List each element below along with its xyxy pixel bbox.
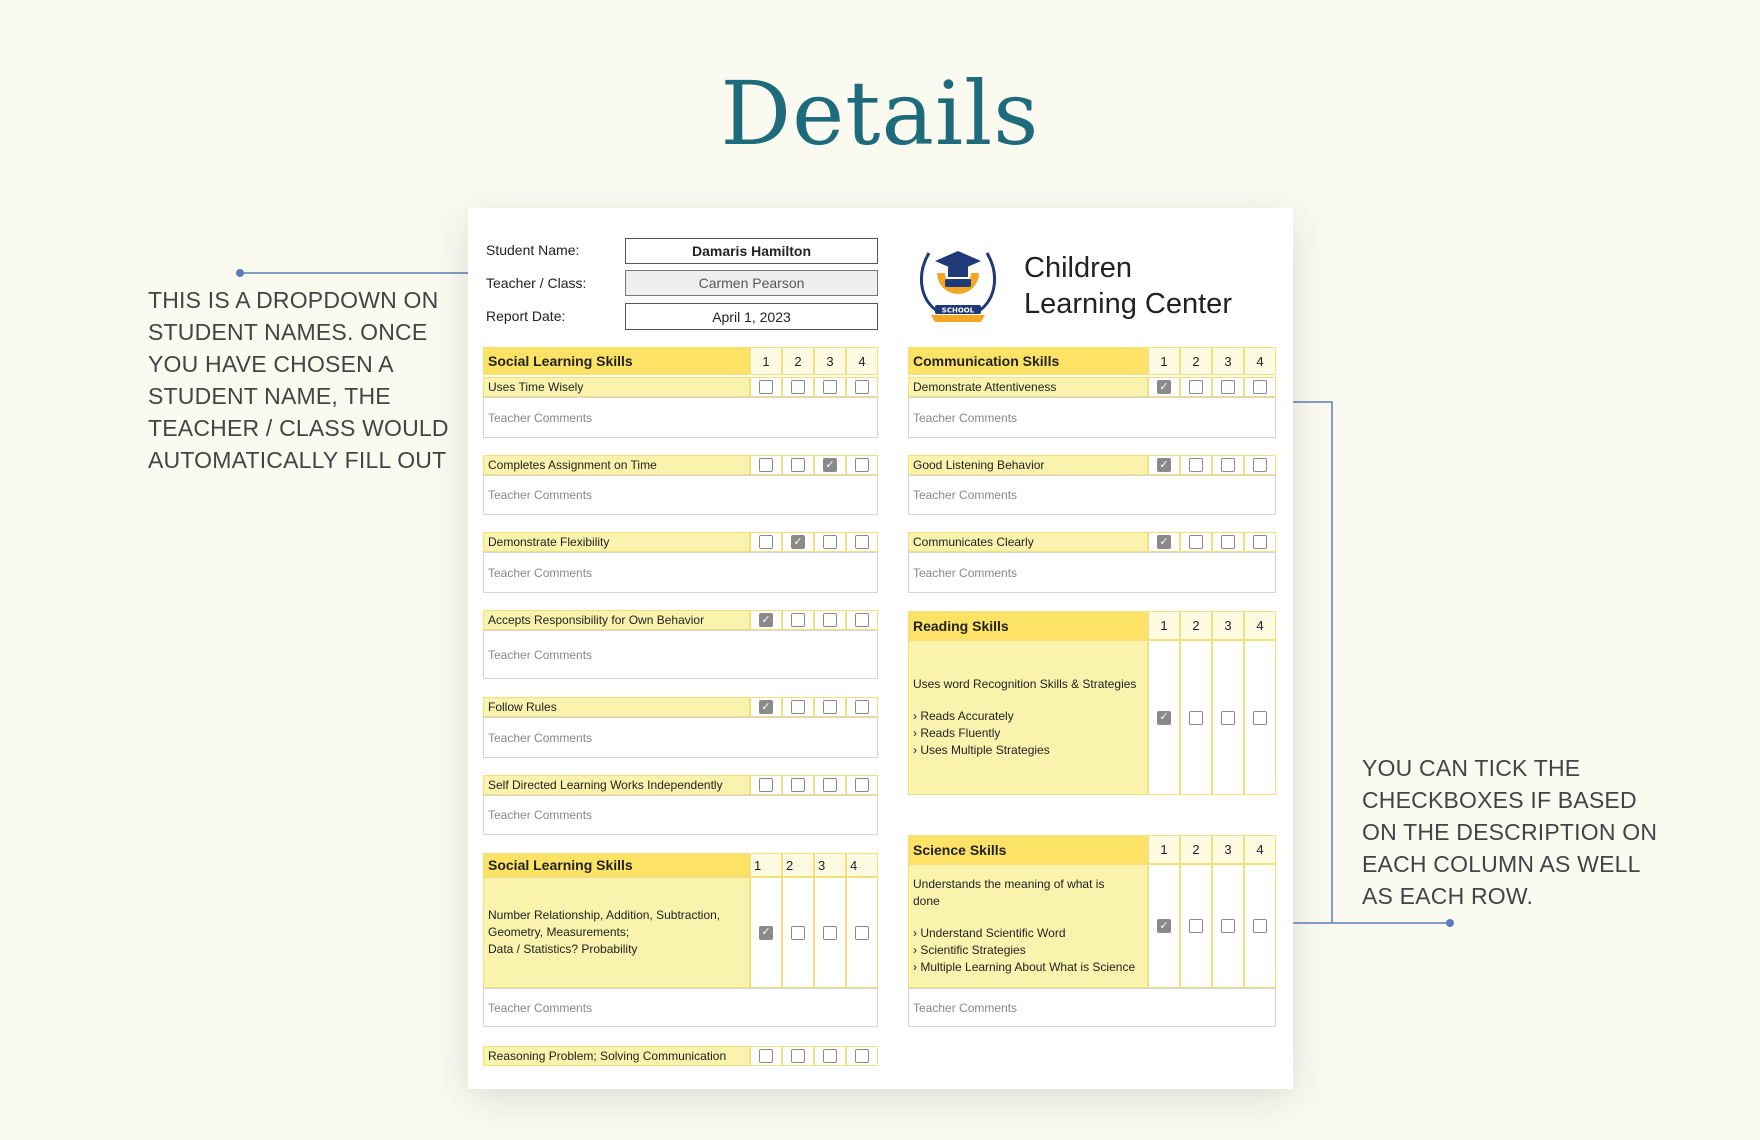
skill-label-line: Number Relationship, Addition, Subtraction,: [488, 908, 721, 922]
checkbox-rating-2[interactable]: [1189, 919, 1203, 933]
checkbox-rating-3[interactable]: [823, 380, 837, 394]
skill-label: Good Listening Behavior: [908, 455, 1148, 475]
teacher-comments-input[interactable]: Teacher Comments: [483, 397, 878, 438]
skill-label: Follow Rules: [483, 697, 750, 717]
checkbox-rating-2[interactable]: [791, 380, 805, 394]
checkbox-rating-2[interactable]: [1189, 711, 1203, 725]
rating-cell: [814, 532, 846, 552]
skill-label: Demonstrate Attentiveness: [908, 377, 1148, 397]
scale-header-3: 3: [1212, 835, 1244, 864]
checkbox-rating-2[interactable]: [1189, 535, 1203, 549]
checkbox-rating-4[interactable]: [855, 380, 869, 394]
scale-header-4: 4: [846, 347, 878, 375]
rating-cell: [1212, 532, 1244, 552]
checkbox-rating-3[interactable]: [823, 700, 837, 714]
scale-header-2: 2: [1180, 347, 1212, 375]
section-title: Social Learning Skills: [483, 347, 750, 375]
rating-cell: [1180, 864, 1212, 988]
checkbox-rating-3[interactable]: [1221, 711, 1235, 725]
rating-cell: [846, 877, 878, 988]
report-date-label: Report Date:: [486, 308, 566, 324]
skill-row: [483, 697, 878, 717]
rating-cell: [782, 455, 814, 475]
scale-header-4: 4: [1244, 347, 1276, 375]
checkbox-rating-2[interactable]: [791, 778, 805, 792]
rating-cell: [1148, 377, 1180, 397]
checked-checkbox-rating-1[interactable]: ✓: [1157, 458, 1171, 472]
skill-label: [908, 864, 1148, 988]
annotation-line: AS EACH ROW.: [1362, 883, 1534, 909]
skill-label-line: Geometry, Measurements;: [488, 925, 630, 939]
checkbox-rating-4[interactable]: [855, 535, 869, 549]
skill-label-line: Data / Statistics? Probability: [488, 942, 638, 956]
rating-cell: [782, 1046, 814, 1066]
checkbox-rating-4[interactable]: [1253, 380, 1267, 394]
rating-cell: [846, 455, 878, 475]
student-name-dropdown[interactable]: Damaris Hamilton: [625, 238, 878, 264]
page-title: Details: [720, 62, 1040, 165]
skill-label-line: › Multiple Learning About What is Science: [913, 960, 1136, 974]
checkbox-rating-2[interactable]: [1189, 380, 1203, 394]
scale-header-1: 1: [1148, 611, 1180, 640]
checkbox-annotation: [1362, 752, 1657, 912]
section-title: Science Skills: [908, 835, 1148, 864]
section-header: [908, 611, 1276, 640]
rating-cell: [846, 697, 878, 717]
rating-cell: [1148, 640, 1180, 795]
annotation-line: TEACHER / CLASS WOULD: [148, 415, 449, 441]
rating-cell: [1212, 455, 1244, 475]
rating-cell: [814, 1046, 846, 1066]
skill-label: Self Directed Learning Works Independently: [483, 775, 750, 795]
skill-label: Accepts Responsibility for Own Behavior: [483, 610, 750, 630]
rating-cell: [750, 1046, 782, 1066]
scale-header-3: 3: [814, 853, 846, 877]
skill-label-line: done: [913, 894, 940, 908]
teacher-comments-input[interactable]: Teacher Comments: [483, 988, 878, 1027]
checkbox-rating-3[interactable]: [1221, 535, 1235, 549]
annotation-line: CHECKBOXES IF BASED: [1362, 787, 1637, 813]
annotation-line: THIS IS A DROPDOWN ON: [148, 287, 439, 313]
checkbox-rating-2[interactable]: [791, 1049, 805, 1063]
scale-header-1: 1: [1148, 347, 1180, 375]
checkbox-rating-1[interactable]: [759, 535, 773, 549]
skill-row: [908, 864, 1276, 988]
checkbox-rating-4[interactable]: [1253, 458, 1267, 472]
rating-cell: [814, 377, 846, 397]
rating-cell: [1148, 864, 1180, 988]
skill-label: Uses Time Wisely: [483, 377, 750, 397]
annotation-line: ON THE DESCRIPTION ON: [1362, 819, 1658, 845]
skill-row: [483, 377, 878, 397]
checkbox-rating-2[interactable]: [791, 926, 805, 940]
school-name: [1024, 250, 1232, 322]
rating-cell: [782, 377, 814, 397]
rating-cell: [846, 610, 878, 630]
scale-header-1: 1: [750, 853, 782, 877]
rating-cell: [750, 532, 782, 552]
annotation-line: STUDENT NAMES. ONCE: [148, 319, 428, 345]
scale-header-4: 4: [846, 853, 878, 877]
teacher-comments-input[interactable]: Teacher Comments: [908, 397, 1276, 438]
skill-row: [908, 455, 1276, 475]
rating-cell: [814, 877, 846, 988]
rating-cell: [1244, 377, 1276, 397]
rating-cell: [1244, 532, 1276, 552]
student-name-label: Student Name:: [486, 242, 580, 258]
rating-cell: [750, 775, 782, 795]
skill-label: Communicates Clearly: [908, 532, 1148, 552]
skill-row: [483, 775, 878, 795]
rating-cell: [1244, 864, 1276, 988]
rating-cell: [846, 532, 878, 552]
rating-cell: [750, 377, 782, 397]
teacher-comments-input[interactable]: Teacher Comments: [483, 552, 878, 593]
scale-header-2: 2: [782, 347, 814, 375]
annotation-line: YOU HAVE CHOSEN A: [148, 351, 394, 377]
checked-checkbox-rating-1[interactable]: ✓: [1157, 380, 1171, 394]
svg-text:SCHOOL: SCHOOL: [941, 306, 975, 315]
checkbox-rating-2[interactable]: [791, 700, 805, 714]
skill-label-line: › Understand Scientific Word: [913, 926, 1066, 940]
scale-header-3: 3: [1212, 611, 1244, 640]
scale-header-3: 3: [814, 347, 846, 375]
dropdown-annotation: [148, 284, 449, 476]
teacher-comments-input[interactable]: Teacher Comments: [483, 717, 878, 758]
teacher-class-label: Teacher / Class:: [486, 275, 587, 291]
checkbox-rating-1[interactable]: [759, 380, 773, 394]
rating-cell: [846, 1046, 878, 1066]
rating-cell: [846, 377, 878, 397]
rating-cell: [782, 697, 814, 717]
scale-header-2: 2: [1180, 611, 1212, 640]
rating-cell: [750, 610, 782, 630]
checkbox-rating-3[interactable]: [823, 926, 837, 940]
rating-cell: [782, 775, 814, 795]
checked-checkbox-rating-1[interactable]: ✓: [1157, 711, 1171, 725]
rating-cell: [1180, 377, 1212, 397]
checkbox-rating-4[interactable]: [1253, 535, 1267, 549]
rating-cell: [1180, 640, 1212, 795]
section-title: Reading Skills: [908, 611, 1148, 640]
checkbox-rating-1[interactable]: [759, 458, 773, 472]
report-date-field[interactable]: April 1, 2023: [625, 303, 878, 330]
scale-header-2: 2: [1180, 835, 1212, 864]
teacher-comments-input[interactable]: Teacher Comments: [908, 988, 1276, 1027]
rating-cell: [1148, 532, 1180, 552]
annotation-line: YOU CAN TICK THE: [1362, 755, 1581, 781]
scale-header-2: 2: [782, 853, 814, 877]
annotation-line: EACH COLUMN AS WELL: [1362, 851, 1641, 877]
rating-cell: [1212, 864, 1244, 988]
teacher-comments-input[interactable]: Teacher Comments: [483, 795, 878, 835]
school-logo-icon: [915, 243, 1001, 323]
rating-cell: [1212, 640, 1244, 795]
school-name-line1: Children: [1024, 252, 1132, 284]
checkbox-rating-4[interactable]: [855, 778, 869, 792]
rating-cell: [782, 610, 814, 630]
checkbox-rating-4[interactable]: [855, 458, 869, 472]
skill-row: [483, 1046, 878, 1066]
section-header: [908, 347, 1276, 375]
checked-checkbox-rating-1[interactable]: ✓: [759, 613, 773, 627]
checkbox-rating-2[interactable]: [791, 613, 805, 627]
checkbox-rating-3[interactable]: [823, 1049, 837, 1063]
scale-header-1: 1: [1148, 835, 1180, 864]
checkbox-rating-3[interactable]: [1221, 458, 1235, 472]
skill-label-line: › Scientific Strategies: [913, 943, 1026, 957]
skill-label: Completes Assignment on Time: [483, 455, 750, 475]
checkbox-rating-4[interactable]: [855, 926, 869, 940]
annotation-line: AUTOMATICALLY FILL OUT: [148, 447, 447, 473]
section-header: [483, 853, 878, 877]
school-name-line2: Learning Center: [1024, 288, 1232, 320]
checked-checkbox-rating-1[interactable]: ✓: [759, 926, 773, 940]
checkbox-rating-1[interactable]: [759, 1049, 773, 1063]
skill-row: [908, 377, 1276, 397]
teacher-class-field: Carmen Pearson: [625, 270, 878, 296]
skill-row: [483, 877, 878, 988]
skill-label-line: Understands the meaning of what is: [913, 877, 1105, 891]
skill-label: [483, 877, 750, 988]
teacher-comments-input[interactable]: Teacher Comments: [908, 552, 1276, 593]
checkbox-rating-3[interactable]: [823, 535, 837, 549]
skill-row: [908, 640, 1276, 795]
rating-cell: [1244, 455, 1276, 475]
scale-header-4: 4: [1244, 835, 1276, 864]
section-header: [908, 835, 1276, 864]
checked-checkbox-rating-1[interactable]: ✓: [1157, 919, 1171, 933]
rating-cell: [1180, 455, 1212, 475]
skill-label: Demonstrate Flexibility: [483, 532, 750, 552]
checked-checkbox-rating-2[interactable]: ✓: [791, 535, 805, 549]
checkbox-rating-4[interactable]: [855, 613, 869, 627]
annotation-line: STUDENT NAME, THE: [148, 383, 391, 409]
rating-cell: [782, 877, 814, 988]
rating-cell: [1244, 640, 1276, 795]
checkbox-rating-2[interactable]: [791, 458, 805, 472]
scale-header-4: 4: [1244, 611, 1276, 640]
skill-label: Reasoning Problem; Solving Communication: [483, 1046, 750, 1066]
teacher-comments-input[interactable]: Teacher Comments: [908, 475, 1276, 515]
rating-cell: [1148, 455, 1180, 475]
rating-cell: [1212, 377, 1244, 397]
section-header: [483, 347, 878, 375]
rating-cell: [750, 455, 782, 475]
skill-row: [483, 532, 878, 552]
checkbox-rating-3[interactable]: [1221, 380, 1235, 394]
checkbox-rating-3[interactable]: [1221, 919, 1235, 933]
checkbox-rating-3[interactable]: [823, 778, 837, 792]
skill-row: [908, 532, 1276, 552]
checkbox-rating-1[interactable]: [759, 778, 773, 792]
rating-cell: [1180, 532, 1212, 552]
skill-row: [483, 455, 878, 475]
skill-label-line: Uses word Recognition Skills & Strategies: [913, 677, 1137, 691]
rating-cell: [750, 697, 782, 717]
rating-cell: [814, 775, 846, 795]
checkbox-rating-3[interactable]: [823, 613, 837, 627]
teacher-comments-input[interactable]: Teacher Comments: [483, 475, 878, 515]
checkbox-rating-4[interactable]: [855, 700, 869, 714]
checked-checkbox-rating-1[interactable]: ✓: [1157, 535, 1171, 549]
checkbox-rating-4[interactable]: [855, 1049, 869, 1063]
skill-label: [908, 640, 1148, 795]
rating-cell: [846, 775, 878, 795]
scale-header-1: 1: [750, 347, 782, 375]
skill-label-line: › Uses Multiple Strategies: [913, 743, 1050, 757]
checked-checkbox-rating-3[interactable]: ✓: [823, 458, 837, 472]
rating-cell: [814, 455, 846, 475]
skill-label-line: › Reads Fluently: [913, 726, 1001, 740]
skill-label-line: › Reads Accurately: [913, 709, 1014, 723]
rating-cell: [782, 532, 814, 552]
checked-checkbox-rating-1[interactable]: ✓: [759, 700, 773, 714]
checkbox-rating-4[interactable]: [1253, 711, 1267, 725]
skill-row: [483, 610, 878, 630]
section-title: Communication Skills: [908, 347, 1148, 375]
rating-cell: [814, 697, 846, 717]
checkbox-rating-2[interactable]: [1189, 458, 1203, 472]
teacher-comments-input[interactable]: Teacher Comments: [483, 630, 878, 679]
scale-header-3: 3: [1212, 347, 1244, 375]
rating-cell: [750, 877, 782, 988]
section-title: Social Learning Skills: [483, 853, 750, 877]
rating-cell: [814, 610, 846, 630]
checkbox-rating-4[interactable]: [1253, 919, 1267, 933]
